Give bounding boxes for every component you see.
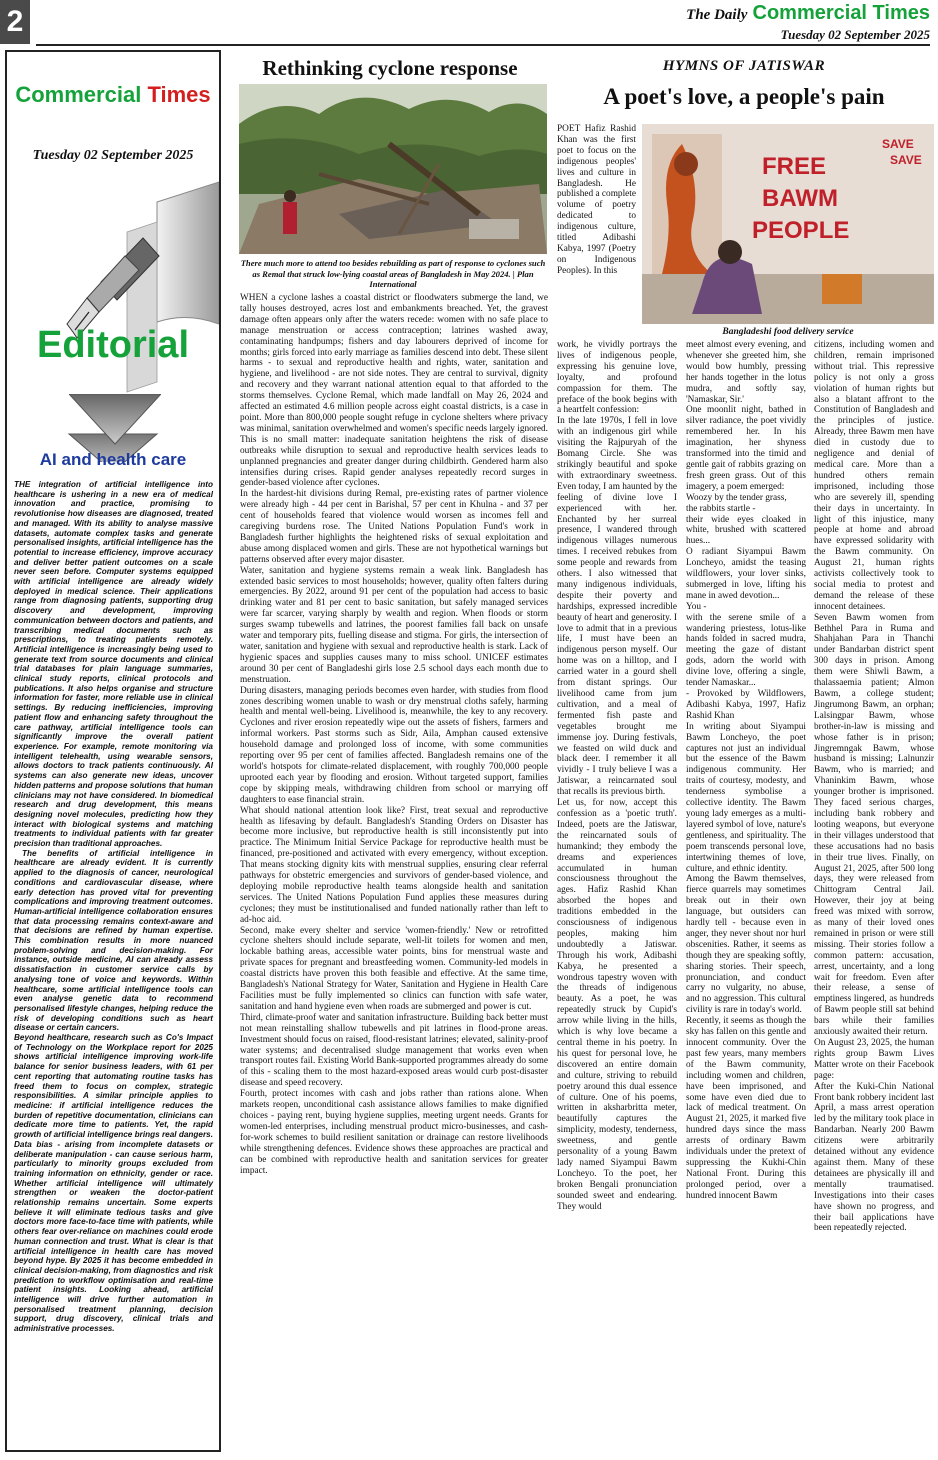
down-arrow-icon [69,394,161,446]
article2-paragraph: citizens, including women and children, remain imprisoned without trial. This repressive policy is not only a gross violation of human rights but also a blatant affront to the Constitution of Bangladesh and the principles of justice. Already, three Bawm men have died in custody due to negligence and denial of medical care. More than a hundred others remain imprisoned, including those who are severely ill, spending their days in uncertainty. In light of this injustice, many people at home and abroad have expressed solidarity with the Bawm community. On August 21, human rights activists collectively took to social media to protest and demand the release of these innocent detainees. [814,340,934,612]
article1-body [240,293,548,1176]
article1-paragraph: What should national attention look like? First, treat sexual and reproductive health as lifesaving by default. Bangladesh's Standing Orders on Disaster has become more inclusive, but reproductive health is still inconsistently put into practice. The Minimum Initial Service Package for reproductive health must be financed, pre-positioned and activated with every emergency, without exception. That means stocking dignity kits with menstrual supplies, ensuring clear referral pathways for obstetric emergencies and survivors of gender-based violence, and deploying mobile reproductive health teams alongside health and sanitation services. The United Nations Population Fund applies these measures during cyclones; they must be institutionalised and funded nationally rather than left to ad-hoc aid. [240,805,548,925]
editorial-paragraph: Beyond healthcare, research such as Co's Impact of Technology on the Workplace report for 2025 shows artificial intelligence improving work-life balance for senior business leaders, with 61 per cent reporting that automating routine tasks has freed them to focus on complex, strategic responsibilities. A similar principle applies to medicine: if artificial intelligence reduces the burden of repetitive documentation, clinicians can dedicate more time to patients. Yet, the rapid growth of artificial intelligence brings real dangers. Data bias - arising from incomplete datasets or deliberate manipulation - can cause serious harm, particularly to minority groups excluded from training information on ethnicity, gender or race. Whether artificial intelligence will ultimately strengthen or weaken the doctor-patient relationship remains uncertain. Some experts believe it will eliminate tedious tasks and give doctors more face-to-face time with patients, while others fear over-reliance on machines could erode human connection and trust. What is clear is that artificial intelligence in health care has moved beyond hype. By 2025 it has become embedded in clinical decision-making, from diagnostics and risk prediction to workflow optimisation and real-time patient insights. Looking ahead, artificial intelligence will drive further automation in personalised treatment planning, decision support, drug discovery, clinical trials and administrative processes. [14,1033,213,1334]
sidebar-date: Tuesday 02 September 2025 [32,148,194,163]
sidebar-section-title: Editorial [36,324,190,366]
article1-paragraph: Fourth, protect incomes with cash and jobs rather than rations alone. When markets reopen, unconditional cash assistance allows families to make dignified choices - paying rent, buying hygiene supplies, meeting urgent needs. Grants for women-led enterprises, including menstrual product micro-businesses, and cash-for-work schemes to build resilient sanitation or drainage can restore livelihoods while strengthening defences. Evidence shows these approaches are practical and can be combined with reproductive health and sanitation services for greater impact. [240,1089,548,1176]
poem-line: their wide eyes cloaked in white, brushed with scattered hues... [686,514,806,547]
article2-kicker: HYMNS OF JATISWAR [662,58,826,74]
article1-paragraph: During disasters, managing periods becomes even harder, with studies from flood zones describing women unable to wash or dry menstrual cloths safely, harming health and mental well-being. Livelihood is, meanwhile, the key to any recovery. Cyclones and river erosion repeatedly wipe out the assets of fishers, farmers and informal workers. Past storms such as Sidr, Aila, Amphan caused extensive household damage and prolonged loss of income, with some communities reporting over 95 per cent of families affected. Bangladesh remains one of the world's hotspots for climate-related displacement, with roughly 700,000 people uprooted each year by flooding and erosion. Without targeted support, families cope by skipping meals, withdrawing children from school or marrying off daughters to ease financial strain. [240,685,548,805]
article2-paragraph: In the late 1970s, I fell in love with an indigenous girl while visiting the Rajpuryah of the Bomang Circle. She was strikingly beautiful and spoke with extraordinary sweetness. Even today, I am haunted by the feeling of divine love I experienced with her. Enchanted by her surreal presence, I wandered through indigenous villages numerous times. I received rebukes from some people and rewards from others. I also witnessed that many indigenous individuals, despite their poverty and hardships, expressed incredible beauty of heart and generosity. I love to admit that in a previous life, I must have been an indigenous person myself. Our home was on a hilltop, and I carried water in a gourd shell from distant springs. Our livelihood came from jum cultivation, and a meal of fermented fish paste and vegetables brought me immense joy. During festivals, we feasted on wild duck and black deer. I remember it all vividly - I truly believe I was a Jatiswar, a reincarnated soul that recalls its previous birth. [557,416,677,798]
mural-text: BAWM [762,185,838,212]
mural-text: SAVE [882,137,914,151]
masthead-name: Commercial Times [752,2,930,24]
article1-paragraph: WHEN a cyclone lashes a coastal district or floodwaters submerge the land, we tally houses destroyed, acres lost and embankments breached. Yet, the gravest damage often appears only after the waters recede: women with no safe place to manage menstruation or access contraception; latrines washed away, contaminating handpumps; fishers and day labourers deprived of income for months; girls forced into early marriage as families descend into debt. These silent harms - to sexual and reproductive health and rights, water, sanitation and hygiene, and livelihood - are not side notes. They are central to survival, dignity and recovery and they warrant national attention equal to that afforded to the storms themselves. Cyclone Remal, which made landfall on May 26, 2024 and affected an estimated 4.6 million people across eight coastal districts, is a case in point. More than 800,000 people sought refuge in cyclone shelters where privacy was minimal, sanitation overwhelmed and women's specific needs largely ignored. This is no small matter: inadequate sanitation heightens the risk of disease outbreaks while disruption to sexual and reproductive health services leads to unplanned pregnancies and greater danger during childbirth. Gendered harm also intensifies during crises. Rapid gender analyses repeatedly record surges in gender-based violence after cyclones. [240,293,548,489]
poem-line: O radiant Siyampui Bawm Loncheyo, amidst the teasing wildflowers, your lover sinks, submerged in love, lifting his mane in awed devotion... [686,547,806,601]
article2-paragraph: meet almost every evening, and whenever she greeted him, she would bow humbly, pressing her hands together in the lotus mudra, and softly say, 'Namaskar, Sir.' [686,340,806,405]
article2-column-1 [557,340,677,1446]
article1-paragraph: Water, sanitation and hygiene systems remain a weak link. Bangladesh has extended basic services to most households; however, quality often falters during emergencies. By 2022, around 91 per cent of the population had access to basic drinking water and 81 per cent to basic sanitation, but safely managed services were far scarcer, varying sharply by wealth and region. When floods or storm surges swamp tubewells and latrines, the poorest families fall back on unsafe water and temporary pits, fuelling disease and stigma. For girls, the intersection of water, sanitation and hygiene with sexual and reproductive health is stark. Lack of hygienic spaces and supplies causes many to miss school. UNICEF estimates around 30 per cent of Bangladeshi girls lose 2.5 school days each month due to menstruation. [240,565,548,685]
article1-photo-caption: There much more to attend too besides rebuilding as part of response to cyclones such as Remal that struck low-lying coastal areas of Bangladesh in May 2024. | Plan International [240,258,546,289]
header-rule [36,44,930,46]
sidebar-logo-second: Times [147,82,211,107]
masthead [686,2,930,43]
article2-paragraph: work, he vividly portrays the lives of indigenous people, expressing his genuine love, loyalty, and profound compassion for them. The preface of the book begins with a heartfelt confession: [557,340,677,416]
editorial-sidebar [5,50,221,1452]
editorial-paragraph: THE integration of artificial intelligence into healthcare is ushering in a new era of medical innovation and practice, promising to revolutionise how diseases are diagnosed, treated and managed. With its ability to analyse massive datasets, automate complex tasks and generate personalised insights, artificial intelligence has the potential to increase efficiency, improve accuracy and deliver better patient outcomes on a scale never seen before. Computer systems equipped with artificial intelligence are already widely deployed in medical science. Their applications range from diagnosing patients, supporting drug discovery and development, improving communication between doctors and patients, and transcribing medical documents such as prescriptions, to treating patients remotely. Artificial intelligence is increasingly being used to generate text from source documents and clinical trial databases for plain language summaries, clinical study reports, clinical protocols and publications. It also helps organise and structure information for faster, more reliable use in clinical settings. By reducing inefficiencies, improving patient flow and enhancing safety throughout the care pathway, artificial intelligence tools can significantly improve the overall patient experience. For example, remote monitoring via intelligent telehealth, using wearable sensors, allows doctors to track patients continuously. AI systems can also generate new ideas, uncover hidden patterns and propose solutions that human clinicians may not have considered. In biomedical research and drug development, this means designing novel molecules, predicting how they interact with biological systems and matching treatments to individual patients with far greater precision than traditional approaches. [14,480,213,849]
article1-paragraph: Third, climate-proof water and sanitation infrastructure. Building back better must not mean reinstalling shallow tubewells and pit latrines in flood-prone areas. Investment should focus on raised, flood-resistant latrines; elevated, salinity-proof water systems; and decentralised sludge management that works even when transport routes fail. Existing World Bank-supported programmes already do some of this - scaling them to the most hazard-exposed areas would curb post-disaster disease and speed recovery. [240,1012,548,1089]
article1-paragraph: Second, make every shelter and service 'women-friendly.' New or retrofitted cyclone shelters should include separate, well-lit toilets for women and men, lockable bathing areas, accessible water points, bins for menstrual waste and private spaces for pregnant and breastfeeding women. Community-led models in coastal districts have proven this both feasible and effective. At the same time, Bangladesh's National Strategy for Water, Sanitation and Hygiene in Health Care Facilities must be fully implemented so clinics can function with safe water, sanitation and hand hygiene even when roads are submerged and power is cut. [240,925,548,1012]
article2-photo-caption: Bangladeshi food delivery service [722,327,854,337]
poem-credit: - Provoked by Wildflowers, Adibashi Kabya, 1997, Hafiz Rashid Khan [686,689,806,721]
mural-text: FREE [762,153,827,180]
page-number: 2 [0,0,30,44]
editorial-body [14,480,213,1334]
poem-line: You - [686,601,707,612]
article2-paragraph: Let us, for now, accept this confession as a 'poetic truth'. Indeed, poets are the Jatiswar, the reincarnated souls of humankind; they embody the dreams and experiences accumulated in human consciousness throughout the ages. Hafiz Rashid Khan absorbed the hopes and traditions embedded in the consciousness of indigenous peoples, making him undoubtedly a Jatiswar. Through his work, Adibashi Kabya, he presented a wondrous tapestry woven with the threads of indigenous beauty. As a poet, he was repeatedly struck by Cupid's arrow while living in the hills, which is why love became a central theme in his poetry. In his quest for personal love, he discovered an entire domain and culture, striving to rebuild poetry around this dual essence of culture. One of his poems, written in aksharbritta meter, beautifully captures the simplicity, modesty, tenderness, sweetness, and gentle personality of a young Bawm lady named Siyampui Bawm Loncheyo. To the poet, her broken Bengali pronunciation sounded sweet and endearing. They would [557,798,677,1212]
article2-paragraph: Among the Bawm themselves, fierce quarrels may sometimes break out in their own language, but outsiders can hardly tell - because even in anger, they never shout nor hurl obscenities. Rather, it seems as though they are speaking softly, sharing stories. Their speech, pronunciation, and conduct carry no vulgarity, no abuse, and no aggression. This cultural civility is rare in today's world. [686,874,806,1016]
article2-paragraph: Recently, it seems as though the sky has fallen on this gentle and innocent community. Over the past few years, many members of the Bawm community, including women and children, have been imprisoned, and some have even died due to lack of medical treatment. On August 21, 2025, it marked five hundred days since the mass arrests of ordinary Bawm individuals under the pretext of suppressing the Kukhi-Chin National Front. During this prolonged period, over a hundred innocent Bawm [686,1016,806,1201]
article2-paragraph: In writing about Siyampui Bawm Loncheyo, the poet captures not just an individual but the essence of the Bawm indigenous community. Her traits of courtesy, modesty, and tenderness symbolise a collective identity. The Bawm young lady emerges as a multi-layered symbol of love, nature's gentleness, and spirituality. The poem transcends personal love, intertwining themes of love, culture, and ethnic identity. [686,721,806,874]
protest-mural-photo [642,124,934,324]
sidebar-logo-first: Commercial [15,82,142,107]
article2-column-2 [686,340,806,1446]
cyclone-debris-photo [239,84,547,254]
article2-paragraph: After the Kuki-Chin National Front bank robbery incident last April, a mass arrest operation led by the military took place in Bandarban. Nearly 200 Bawm citizens were arbitrarily detained without any evidence against them. Many of these detainees are physically ill and mentally traumatised. Investigations into their cases have shown no progress, and their bail applications have been repeatedly rejected. [814,1081,934,1234]
editorial-headline: AI and health care [39,450,187,469]
article1-paragraph: In the hardest-hit divisions during Remal, pre-existing rates of partner violence were already high - 44 per cent in Barishal, 57 per cent in Khulna - and 37 per cent of households feared that violence would worsen as incomes fell and caregiving burdens rose. The United Nations Population Fund's work in Bangladesh further highlights the heightened risks of sexual exploitation and abuse among displaced women and girls. These are not hypothetical warnings but patterns observed after every major disaster. [240,489,548,565]
article2-paragraph: POET Hafiz Rashid Khan was the first poet to focus on the indigenous peoples' lives and culture in Bangladesh. He published a complete volume of poetry dedicated to indigenous culture, titled Adibashi Kabya, 1997 (Poetry on Indigenous Peoples). In this [557,124,636,276]
mural-text: SAVE [890,153,922,167]
editorial-paragraph: The benefits of artificial intelligence in healthcare are already evident. It is currently applied to the diagnosis of cancer, neurological conditions and cardiovascular disease, where early detection has proved vital for preventing complications and improving treatment outcomes. Human-artificial intelligence collaboration ensures that data processing remains context-aware and that decisions are refined by human expertise. This combination results in more nuanced problem-solving and decision-making. For instance, outside medicine, AI can already assess dissatisfaction in customer service calls by analysing tone of voice and keywords. Within healthcare, some artificial intelligence tools can even analyse genetic data to recommend personalised lifestyle changes, helping reduce the risk of developing conditions such as heart disease or certain cancers. [14,848,213,1033]
masthead-date: Tuesday 02 September 2025 [780,27,930,42]
poem-line: the rabbits startle - [686,503,756,514]
article1-title: Rethinking cyclone response [262,56,518,80]
article2-title: A poet's love, a people's pain [603,84,885,109]
article2-paragraph: On August 23, 2025, the human rights group Bawm Lives Matter wrote on their Facebook page: [814,1038,934,1081]
poem-line: with the serene smile of a wandering priestess, lotus-like hands folded in sacred mudra, meeting the gaze of distant gods, adorn the world with divine love, offering a single, tender Namaskar... [686,612,806,689]
article2-column-3 [814,340,934,1446]
article2-paragraph: Seven Bawm women from Bethhel Para in Ruma and Shahjahan Para in Thanchi under Bandarban district spent 300 days in prison. Among them were Shiwli Bawm, a thalassaemia patient; Almon Bawm, a college student; Jingrumong Bawm, an orphan; Lalsingpar Bawm, whose brother-in-law is missing and whose father is in prison; Jingremngak Bawm, whose husband is missing; Lalnunzir Bawm, who is married; and Vhaninkim Bawm, whose younger brother is imprisoned. They faced serious charges, including bank robbery and looting weapons, but everyone in their villages understood that these accusations had no basis in their true lives. Finally, on August 21, 2025, after 500 long days, they were released from Chittogram Central Jail. However, their joy at being freed was mixed with sorrow, as many of their loved ones remained in prison or were still missing. Their stories follow a common pattern: accusation, arrest, uncertainty, and a long wait for freedom. Even after their release, a sense of emptiness lingered, as hundreds of Bawm people still sat behind bars while their families anxiously awaited their return. [814,612,934,1038]
article2-paragraph: One moonlit night, bathed in silver radiance, the poet vividly remembered her. In his imagination, her shyness transformed into the timid and gentle gait of rabbits grazing on fresh green grass. Out of this imagery, a poem emerged: [686,405,806,492]
poem-line: Woozy by the tender grass, [686,492,787,503]
masthead-daily: The Daily [686,7,748,23]
sidebar-logo [7,82,219,108]
mural-text: PEOPLE [752,217,850,244]
article2-column-1-top [557,124,636,340]
